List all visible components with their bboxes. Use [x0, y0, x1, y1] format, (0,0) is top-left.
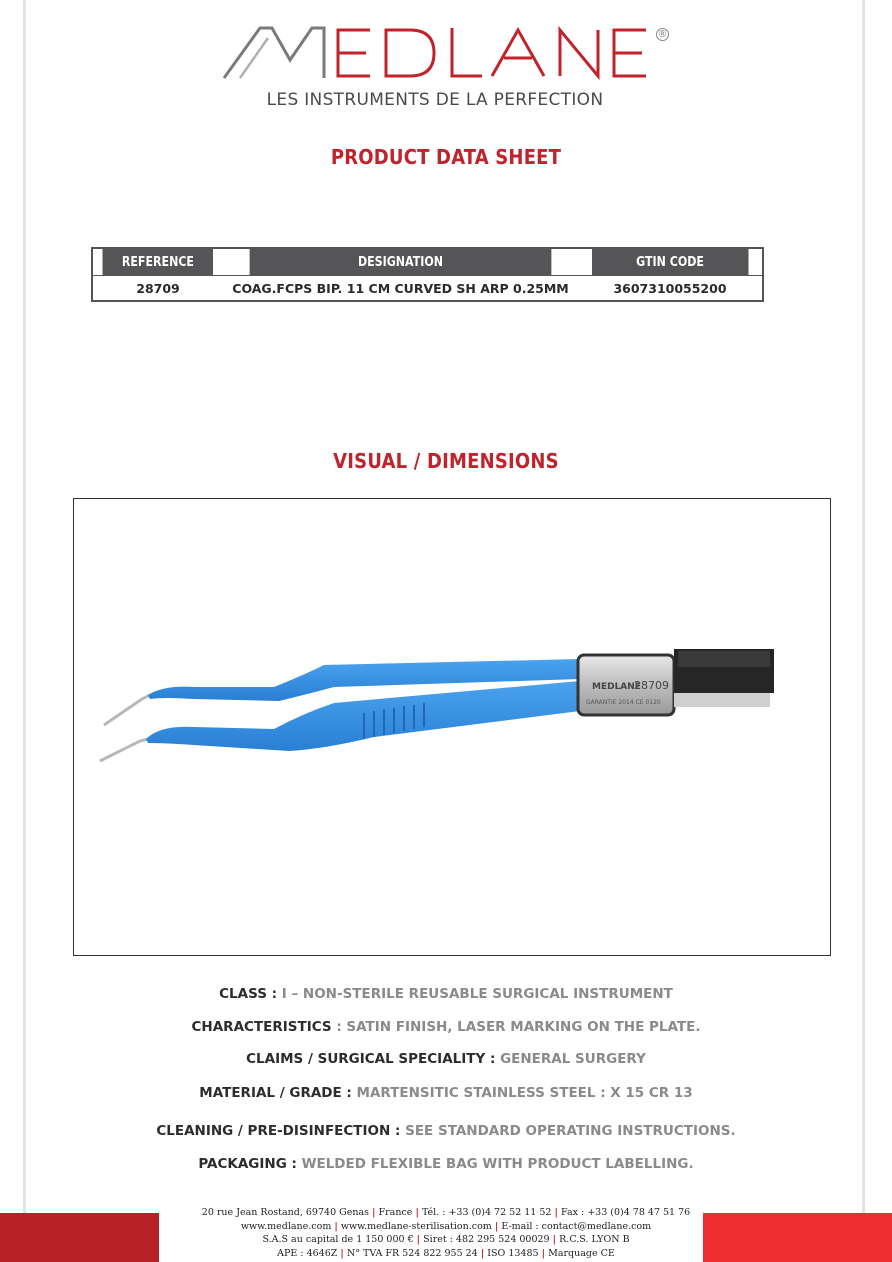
footer-sterilisation-link[interactable]: www.medlane-sterilisation.com	[340, 1220, 492, 1232]
footer-address-street: 20 rue Jean Rostand, 69740 Genas	[201, 1207, 370, 1218]
spec-packaging-key: PACKAGING :	[198, 1156, 302, 1172]
spec-material-key: MATERIAL / GRADE :	[199, 1085, 357, 1101]
footer-vat: N° TVA FR 524 822 955 24	[346, 1247, 478, 1259]
spec-material-value: MARTENSITIC STAINLESS STEEL : X 15 CR 13	[356, 1085, 693, 1101]
plate-marking-brand: MEDLANE	[592, 682, 641, 692]
product-data-sheet-heading: PRODUCT DATA SHEET	[330, 145, 562, 169]
visual-dimensions-heading: VISUAL / DIMENSIONS	[333, 449, 559, 473]
spec-class-key: CLASS :	[219, 986, 282, 1002]
plate-marking-line2: GARANTIE 2014 CE 0120	[586, 699, 661, 706]
spec-cleaning	[0, 1123, 892, 1139]
gtin-code-header: GTIN CODE	[592, 248, 749, 276]
footer-siret: Siret : 482 295 524 00029	[423, 1234, 550, 1245]
footer-line-4: APE : 4646Z | N° TVA FR 524 822 955 24 | ISO 13485 | Marquage CE	[277, 1247, 615, 1259]
bipolar-forceps-image	[74, 499, 830, 955]
footer-capital: S.A.S au capital de 1 150 000 €	[262, 1234, 414, 1245]
spec-material	[0, 1085, 892, 1101]
spec-class-value: I – NON-STERILE REUSABLE SURGICAL INSTRUMENT	[281, 986, 673, 1002]
designation-cell: COAG.FCPS BIP. 11 CM CURVED SH ARP 0.25MM	[223, 276, 578, 302]
footer-rcs: R.C.S. LYON B	[559, 1234, 630, 1245]
product-visual-frame	[73, 498, 831, 956]
brand-tagline: LES INSTRUMENTS DE LA PERFECTION	[266, 90, 604, 110]
footer-iso: ISO 13485	[487, 1247, 539, 1259]
spec-packaging	[0, 1156, 892, 1172]
plate-marking-ref: 28709	[634, 679, 669, 692]
spec-cleaning-key: CLEANING / PRE-DISINFECTION :	[156, 1123, 406, 1139]
registered-mark: ®	[657, 29, 668, 40]
footer-line-2: www.medlane.com | www.medlane-sterilisation.com | E-mail : contact@medlane.com	[240, 1220, 652, 1232]
spec-claims-value: GENERAL SURGERY	[500, 1051, 646, 1067]
footer-line-3: S.A.S au capital de 1 150 000 € | Siret : 482 295 524 00029 | R.C.S. LYON B	[262, 1234, 630, 1245]
product-reference-table	[91, 247, 764, 302]
designation-header: DESIGNATION	[250, 248, 552, 276]
reference-cell: 28709	[92, 276, 223, 302]
spec-characteristics-key: CHARACTERISTICS	[191, 1019, 337, 1035]
footer-line-1: 20 rue Jean Rostand, 69740 Genas | France | Tél. : +33 (0)4 72 52 11 52 | Fax : +33 (0)4 78 47 51 76	[201, 1207, 691, 1218]
spec-packaging-value: WELDED FLEXIBLE BAG WITH PRODUCT LABELLING.	[301, 1156, 694, 1172]
footer-ape: APE : 4646Z	[277, 1247, 338, 1259]
footer-phone: Tél. : +33 (0)4 72 52 11 52	[421, 1207, 552, 1218]
table-row	[92, 276, 763, 302]
footer-country: France	[378, 1207, 413, 1218]
gtin-code-cell: 3607310055200	[578, 276, 763, 302]
footer-website-link[interactable]: www.medlane.com	[240, 1220, 332, 1232]
spec-cleaning-value: SEE STANDARD OPERATING INSTRUCTIONS.	[405, 1123, 736, 1139]
spec-claims-key: CLAIMS / SURGICAL SPECIALITY :	[246, 1051, 501, 1067]
table-header-row	[92, 248, 763, 276]
reference-header: REFERENCE	[102, 248, 213, 276]
footer-address	[0, 1206, 892, 1260]
footer-fax: Fax : +33 (0)4 78 47 51 76	[561, 1207, 691, 1218]
spec-characteristics-value: : SATIN FINISH, LASER MARKING ON THE PLATE.	[336, 1019, 701, 1035]
footer-ce-marking: Marquage CE	[548, 1247, 615, 1259]
footer-email[interactable]: E-mail : contact@medlane.com	[501, 1220, 652, 1232]
spec-class	[0, 986, 892, 1002]
spec-claims	[0, 1051, 892, 1067]
spec-characteristics	[0, 1019, 892, 1035]
